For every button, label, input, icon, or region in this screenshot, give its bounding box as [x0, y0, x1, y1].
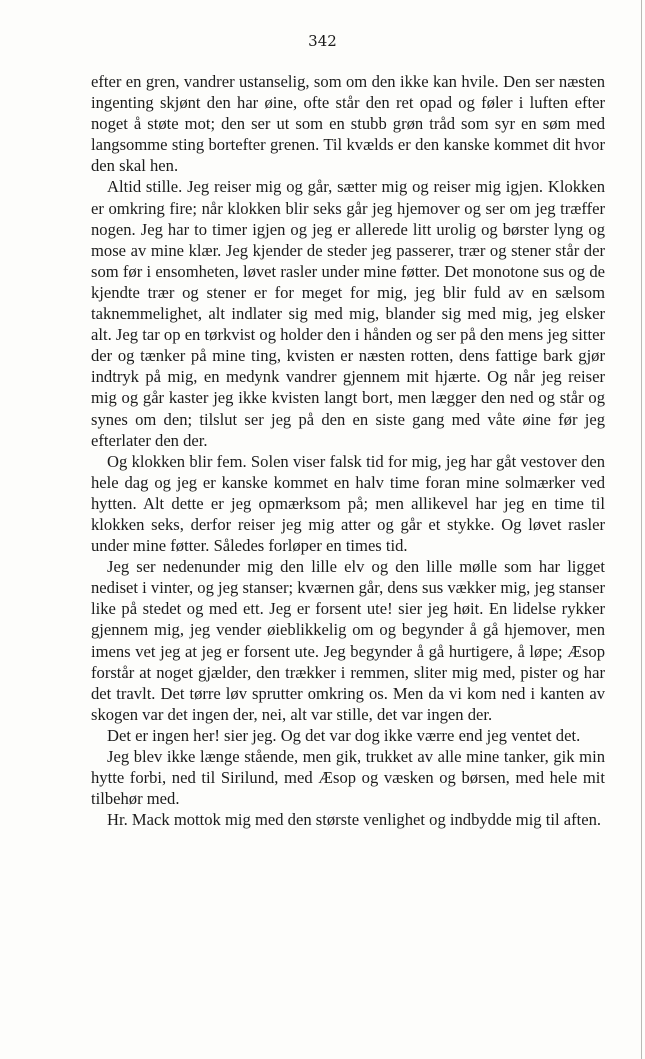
- paragraph: Hr. Mack mottok mig med den største venlighet og indbydde mig til aften.: [107, 810, 602, 830]
- page-edge-divider: [641, 0, 642, 1059]
- paragraph: Jeg blev ikke længe stående, men gik, trukket av alle mine tanker, gik min hytte forbi, ned til Sirilund, med Æsop og væsken og børsen, med hele mit tilbehør med.: [91, 747, 605, 809]
- page-number: 342: [308, 32, 337, 50]
- paragraph: Altid stille. Jeg reiser mig og går, sætter mig og reiser mig igjen. Klokken er omkring fire; når klokken blir seks går jeg hjemover og ser om jeg træffer nogen. Jeg har to timer igjen og jeg er allerede litt urolig og børster lyng og mose av mine klær. Jeg kjender de steder jeg passerer, trær og stener står der som før i ensomheten, løvet rasler under mine føtter. Det monotone sus og de kjendte trær og stener er for meget for mig, jeg blir fuld av en sælsom taknemmelighet, alt indlater sig med mig, blander sig med mig, jeg elsker alt. Jeg tar op en tørkvist og holder den i hånden og ser på den mens jeg sitter der og tænker på mine ting, kvisten er næsten rotten, dens fattige bark gjør indtryk på mig, en medynk vandrer gjennem mit hjærte. Og når jeg reiser mig og går kaster jeg ikke kvisten langt bort, men lægger den ned og står og synes om den; tilslut ser jeg på den en siste gang med våte øine før jeg efterlater den der.: [91, 177, 605, 450]
- paragraph: Det er ingen her! sier jeg. Og det var dog ikke værre end jeg ventet det.: [107, 725, 581, 745]
- paragraph: Og klokken blir fem. Solen viser falsk tid for mig, jeg har gåt vestover den hele dag og jeg er kanske kommet en halv time foran mine solmærker ved hytten. Alt dette er jeg opmærksom på; men allikevel har jeg en time til klokken seks, derfor reiser jeg mig atter og går et stykke. Og løvet rasler under mine føtter. Således forløper en times tid.: [91, 451, 605, 556]
- paragraph: Jeg ser nedenunder mig den lille elv og den lille mølle som har ligget nediset i vinter, og jeg stanser; kværnen går, dens sus vækker mig, jeg stanser like på stedet og med ett. Jeg er forsent ute! sier jeg høit. En lidelse rykker gjennem mig, jeg vender øieblikkelig om og begynder å gå hjemover, men imens vet jeg at jeg er forsent ute. Jeg begynder å gå hurtigere, å løpe; Æsop forstår at noget gjælder, den trækker i remmen, sliter mig med, pister og har det travlt. Det tørre løv sprutter omkring os. Men da vi kom ned i kanten av skogen var det ingen der, nei, alt var stille, det var ingen der.: [91, 557, 605, 724]
- body-text: [91, 71, 605, 830]
- paragraph: efter en gren, vandrer ustanselig, som om den ikke kan hvile. Den ser næsten ingenting skjønt den har øine, ofte står den ret opad og føler i luften efter noget å støte mot; den ser ut som en stubb grøn tråd som syr en søm med langsomme sting bortefter grenen. Til kvælds er den kanske kommet dit hvor den skal hen.: [91, 72, 605, 176]
